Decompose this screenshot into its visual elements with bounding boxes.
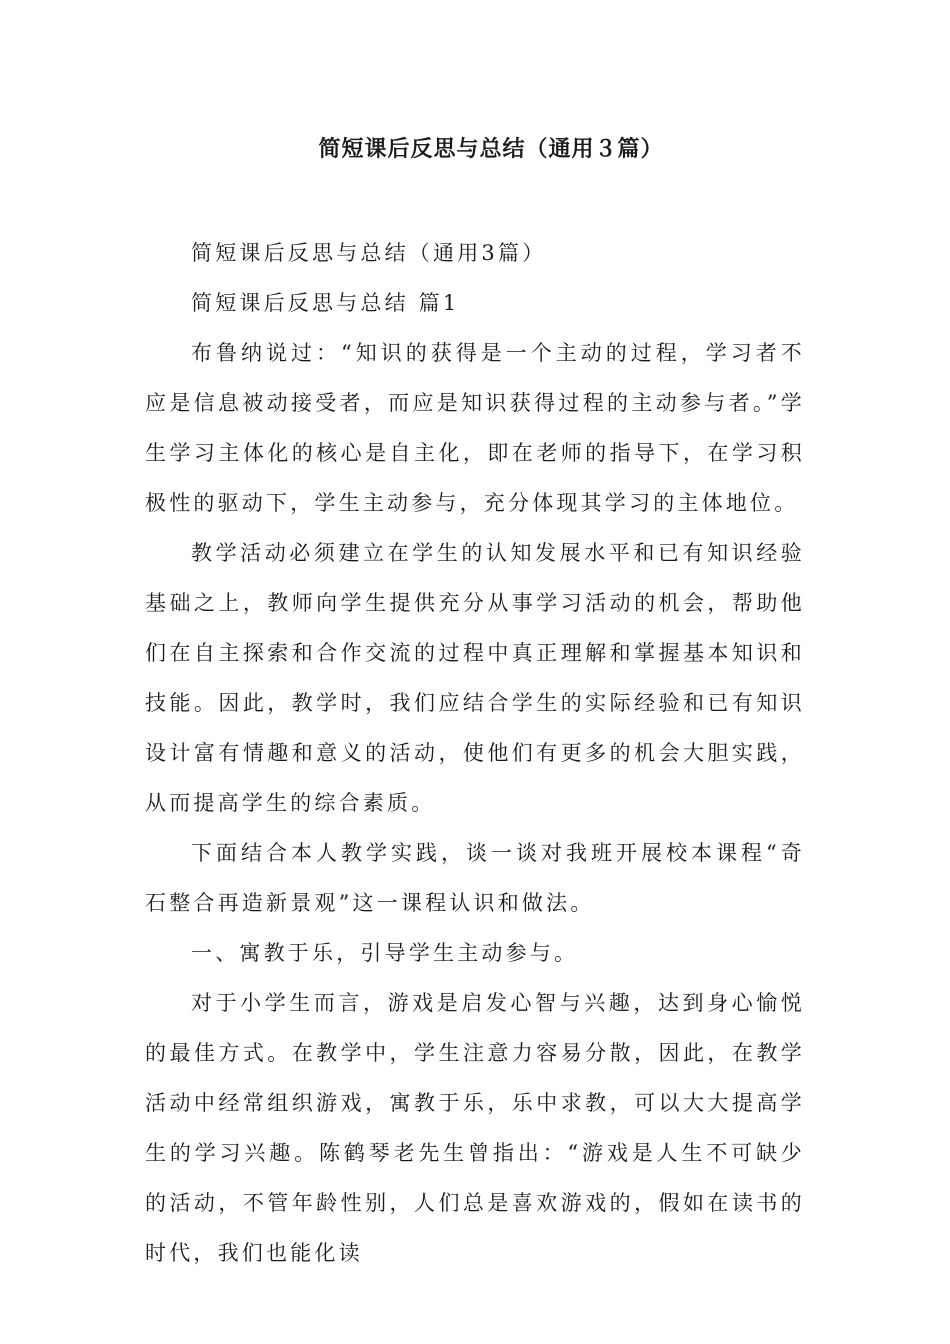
paragraph: 下面结合本人教学实践，谈一谈对我班开展校本课程“奇石整合再造新景观”这一课程认识和做法。: [145, 841, 805, 915]
paragraph-point-heading: 一、寓教于乐，引导学生主动参与。: [191, 941, 579, 965]
document-body: [145, 228, 805, 1278]
paragraph: 教学活动必须建立在学生的认知发展水平和已有知识经验基础之上，教师向学生提供充分从事学习活动的机会，帮助他们在自主探索和合作交流的过程中真正理解和掌握基本知识和技能。因此，教学时，我们应结合学生的实际经验和已有知识设计富有情趣和意义的活动，使他们有更多的机会大胆实践，从而提高学生的综合素质。: [145, 541, 805, 815]
paragraph-subtitle: 简短课后反思与总结（通用3篇）: [191, 241, 547, 265]
paragraph: 布鲁纳说过：“知识的获得是一个主动的过程，学习者不应是信息被动接受者，而应是知识获得过程的主动参与者。”学生学习主体化的核心是自主化，即在老师的指导下，在学习积极性的驱动下，学生主动参与，充分体现其学习的主体地位。: [145, 341, 805, 515]
document-title: 简短课后反思与总结（通用３篇）: [318, 137, 664, 162]
paragraph-section-heading: 简短课后反思与总结 篇1: [191, 291, 460, 315]
paragraph: 对于小学生而言，游戏是启发心智与兴趣，达到身心愉悦的最佳方式。在教学中，学生注意力容易分散，因此，在教学活动中经常组织游戏，寓教于乐，乐中求教，可以大大提高学生的学习兴趣。陈鹤琴老先生曾指出：“游戏是人生不可缺少的活动，不管年龄性别，人们总是喜欢游戏的，假如在读书的时代，我们也能化读: [145, 991, 805, 1265]
